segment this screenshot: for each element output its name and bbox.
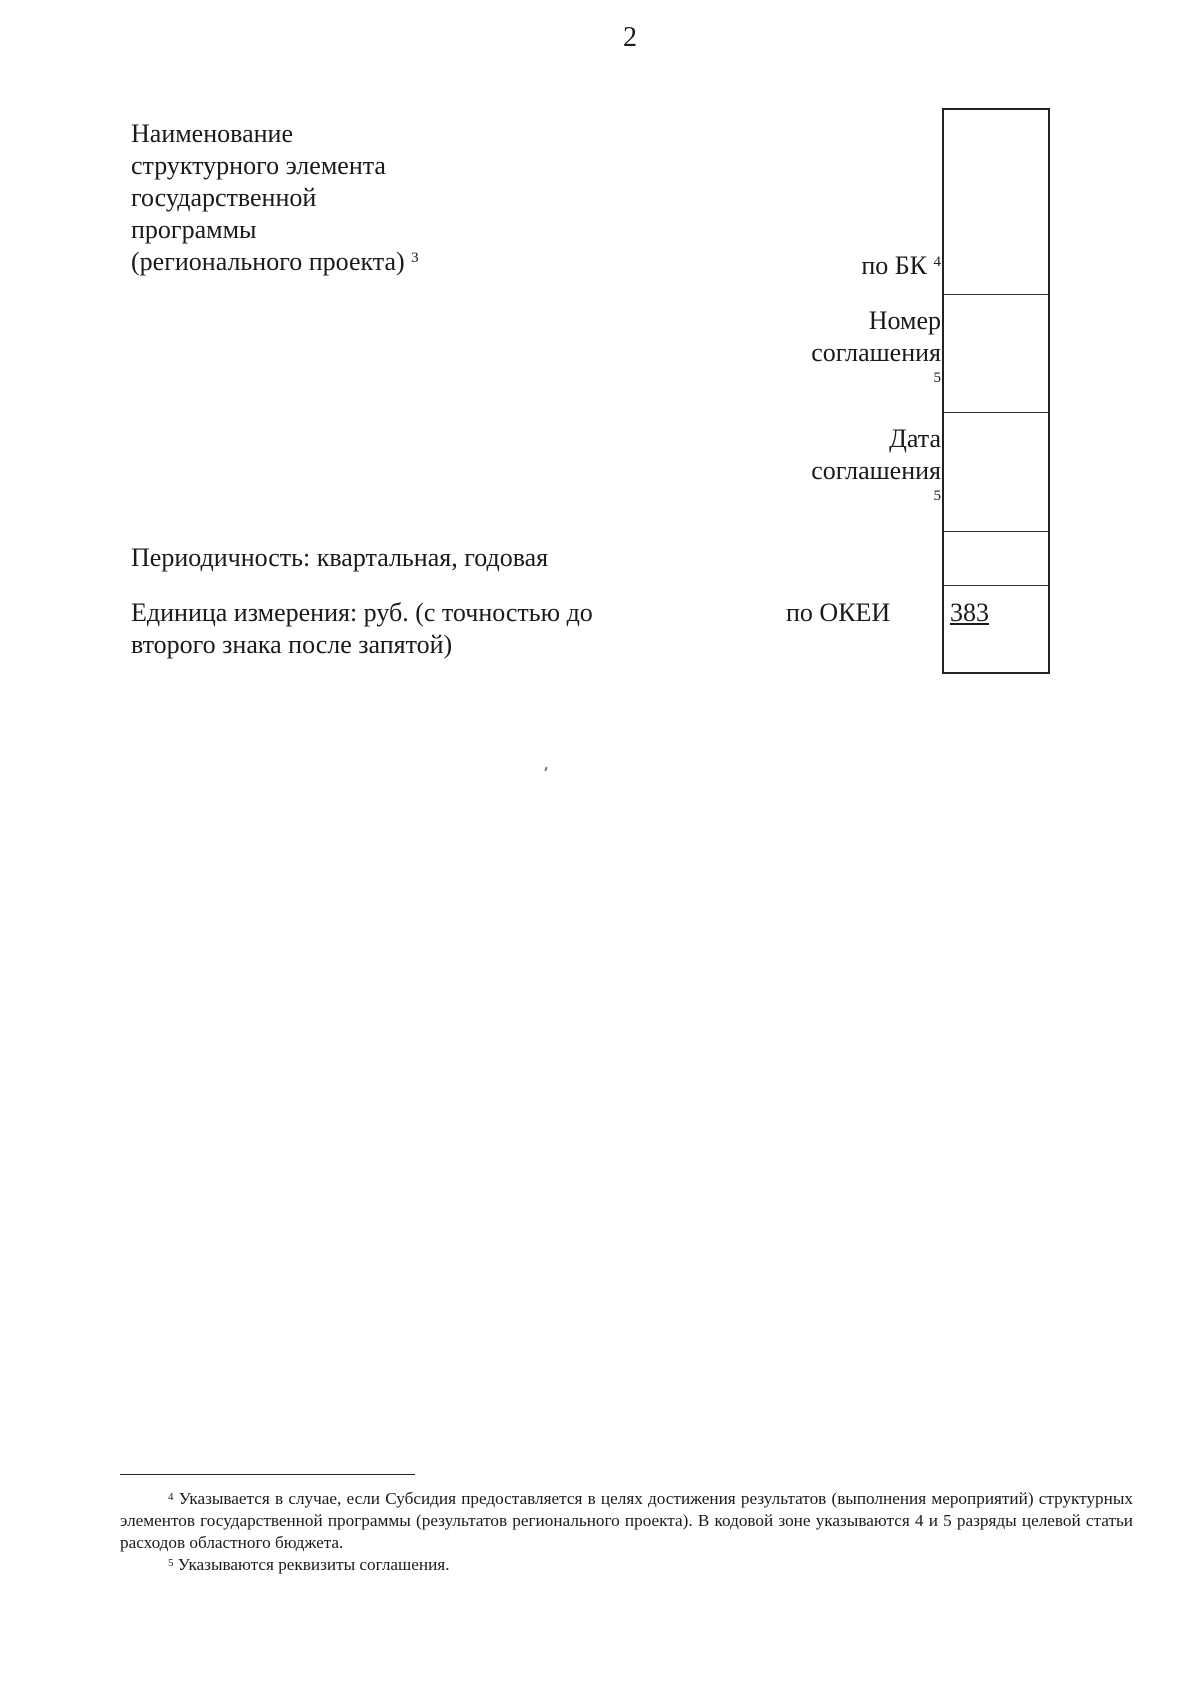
okei-label: по ОКЕИ bbox=[786, 598, 891, 627]
unit-line-2: второго знака после запятой) bbox=[131, 630, 453, 659]
struct-name-line-5-text: (регионального проекта) bbox=[131, 247, 405, 276]
footnote-ref-4: 4 bbox=[933, 254, 941, 270]
agreement-date-line-2: соглашения bbox=[811, 456, 941, 485]
footnote-4-marker: 4 bbox=[168, 1491, 174, 1503]
bk-code-cell[interactable] bbox=[944, 110, 1048, 295]
page-number: 2 bbox=[623, 22, 637, 53]
footnote-4-text: Указывается в случае, если Субсидия предоставляется в целях достижения результатов (выполнения мероприятий) структурных элементов государственной программы (результатов регионального проекта). В кодовой зоне указываются 4 и 5 разряды целевой статьи расходов областного бюджета. bbox=[120, 1489, 1133, 1552]
struct-name-line-5 bbox=[131, 246, 491, 278]
periodicity-label: Периодичность: квартальная, годовая bbox=[131, 543, 549, 572]
struct-name-line-1: Наименование bbox=[131, 119, 293, 148]
structural-element-label bbox=[131, 118, 491, 278]
unit-line-1: Единица измерения: руб. (с точностью до bbox=[131, 598, 593, 627]
agreement-date-line-1: Дата bbox=[889, 424, 941, 453]
bk-label-text: по БК bbox=[861, 251, 927, 280]
footnote-4 bbox=[120, 1488, 1133, 1554]
agreement-number-label bbox=[811, 305, 941, 387]
agreement-number-line-2: соглашения bbox=[811, 338, 941, 367]
footnote-5-text: Указываются реквизиты соглашения. bbox=[177, 1555, 450, 1574]
agreement-date-label bbox=[811, 423, 941, 505]
footnote-5 bbox=[120, 1554, 1133, 1576]
scan-speck bbox=[544, 767, 547, 771]
agreement-date-cell[interactable] bbox=[944, 413, 1048, 532]
okei-cell[interactable] bbox=[944, 586, 1048, 672]
bk-label bbox=[861, 250, 941, 282]
struct-name-line-3: государственной bbox=[131, 183, 317, 212]
codes-table bbox=[942, 108, 1050, 674]
agreement-number-line-1: Номер bbox=[868, 306, 941, 335]
footnote-ref-5a: 5 bbox=[933, 370, 941, 386]
struct-name-line-4: программы bbox=[131, 215, 257, 244]
footnote-separator bbox=[120, 1474, 415, 1475]
unit-label bbox=[131, 597, 691, 661]
footnote-ref-5b: 5 bbox=[933, 488, 941, 504]
okei-code-value: 383 bbox=[950, 598, 989, 627]
periodicity-cell[interactable] bbox=[944, 532, 1048, 586]
footnotes bbox=[120, 1488, 1133, 1576]
agreement-number-cell[interactable] bbox=[944, 295, 1048, 413]
footnote-ref-3: 3 bbox=[411, 250, 419, 266]
footnote-5-marker: 5 bbox=[168, 1557, 174, 1569]
struct-name-line-2: структурного элемента bbox=[131, 151, 386, 180]
